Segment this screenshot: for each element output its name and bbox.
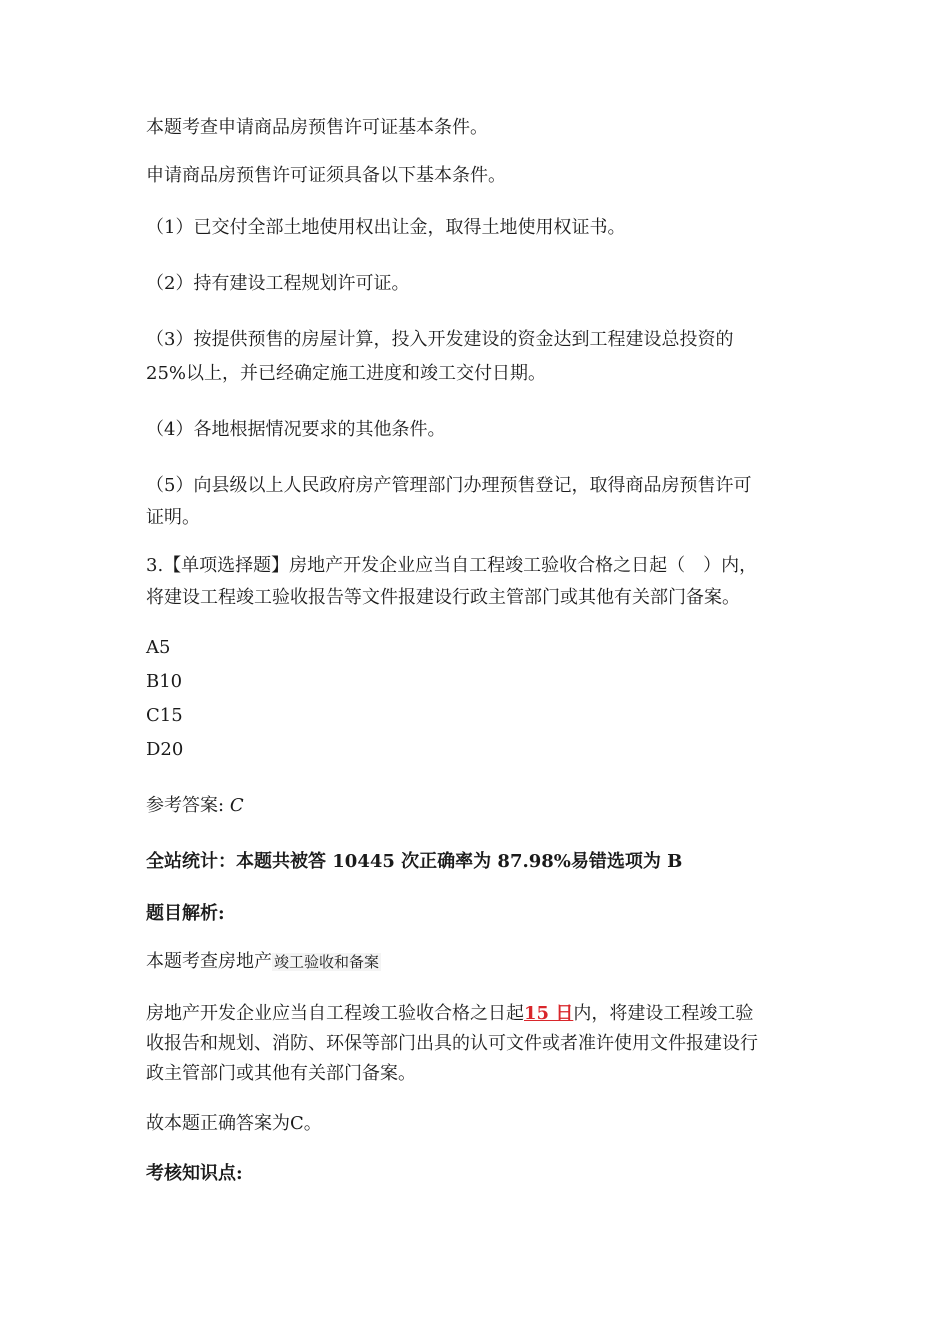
knowledge-heading: 考核知识点:	[146, 1163, 243, 1184]
condition-4: （4）各地根据情况要求的其他条件。	[146, 419, 446, 440]
condition-3-line-2: 25%以上，并已经确定施工进度和竣工交付日期。	[146, 363, 547, 384]
answer-value: C	[229, 795, 244, 816]
analysis-topic	[146, 946, 806, 978]
analysis-para-line-2: 收报告和规划、消防、环保等部门出具的认可文件或者准许使用文件报建设行	[146, 1033, 758, 1054]
site-statistics: 全站统计：本题共被答 10445 次正确率为 87.98%易错选项为 B	[146, 851, 683, 872]
analysis-conclusion: 故本题正确答案为C。	[146, 1113, 322, 1134]
analysis-heading: 题目解析:	[146, 903, 225, 924]
analysis-para-line-3: 政主管部门或其他有关部门备案。	[146, 1063, 416, 1084]
option-a: A5	[146, 637, 171, 658]
condition-2: （2）持有建设工程规划许可证。	[146, 273, 410, 294]
intro-line-2: 申请商品房预售许可证须具备以下基本条件。	[146, 165, 506, 186]
condition-5-line-1: （5）向县级以上人民政府房产管理部门办理预售登记，取得商品房预售许可	[146, 475, 752, 496]
analysis-topic-suffix: 竣工验收和备案	[274, 953, 380, 971]
intro-line-1: 本题考查申请商品房预售许可证基本条件。	[146, 117, 488, 138]
condition-5-line-2: 证明。	[146, 507, 200, 528]
option-d: D20	[146, 739, 184, 760]
highlight-15-days: 15 日	[524, 1003, 574, 1024]
condition-1: （1）已交付全部土地使用权出让金，取得土地使用权证书。	[146, 217, 626, 238]
question-line-2: 将建设工程竣工验收报告等文件报建设行政主管部门或其他有关部门备案。	[146, 587, 740, 608]
analysis-para-prefix: 房地产开发企业应当自工程竣工验收合格之日起	[146, 1003, 524, 1024]
option-b: B10	[146, 671, 183, 692]
analysis-topic-prefix: 本题考查房地产	[146, 951, 272, 972]
analysis-para-line-1	[146, 998, 806, 1030]
reference-answer	[146, 790, 806, 822]
answer-label: 参考答案:	[146, 795, 225, 816]
analysis-para-suffix: 内，将建设工程竣工验	[573, 1003, 754, 1024]
option-c: C15	[146, 705, 183, 726]
condition-3-line-1: （3）按提供预售的房屋计算，投入开发建设的资金达到工程建设总投资的	[146, 329, 734, 350]
question-line-1: 3.【单项选择题】房地产开发企业应当自工程竣工验收合格之日起（ ）内，	[146, 555, 758, 576]
